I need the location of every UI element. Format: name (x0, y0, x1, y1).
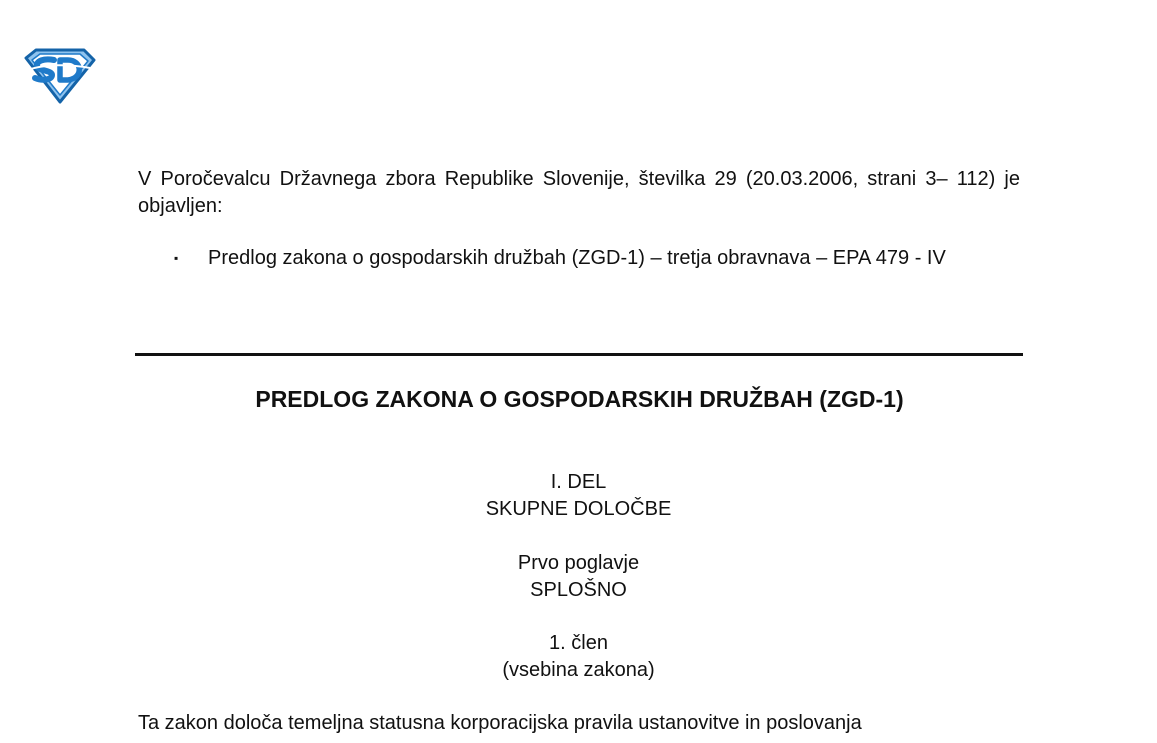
bullet-list-item (174, 245, 1020, 272)
part-number: I. DEL (550, 471, 607, 493)
intro-paragraph: V Poročevalcu Državnega zbora Republike Slovenije, številka 29 (20.03.2006, strani 3– 112) je objavljen: (138, 168, 1020, 217)
horizontal-rule (135, 353, 1023, 356)
chapter-name: SPLOŠNO (530, 579, 627, 601)
bullet-icon: ▪ (174, 251, 179, 265)
article-name: (vsebina zakona) (502, 659, 655, 681)
chapter-number: Prvo poglavje (517, 552, 640, 574)
sd-logo (22, 48, 96, 104)
part-name: SKUPNE DOLOČBE (485, 498, 672, 520)
article-number: 1. člen (549, 632, 608, 654)
bullet-item-text: Predlog zakona o gospodarskih družbah (ZGD-1) – tretja obravnava – EPA 479 - IV (208, 247, 946, 269)
body-paragraph: Ta zakon določa temeljna statusna korporacijska pravila ustanovitve in poslovanja (138, 712, 862, 734)
law-title: PREDLOG ZAKONA O GOSPODARSKIH DRUŽBAH (ZGD-1) (255, 386, 904, 412)
